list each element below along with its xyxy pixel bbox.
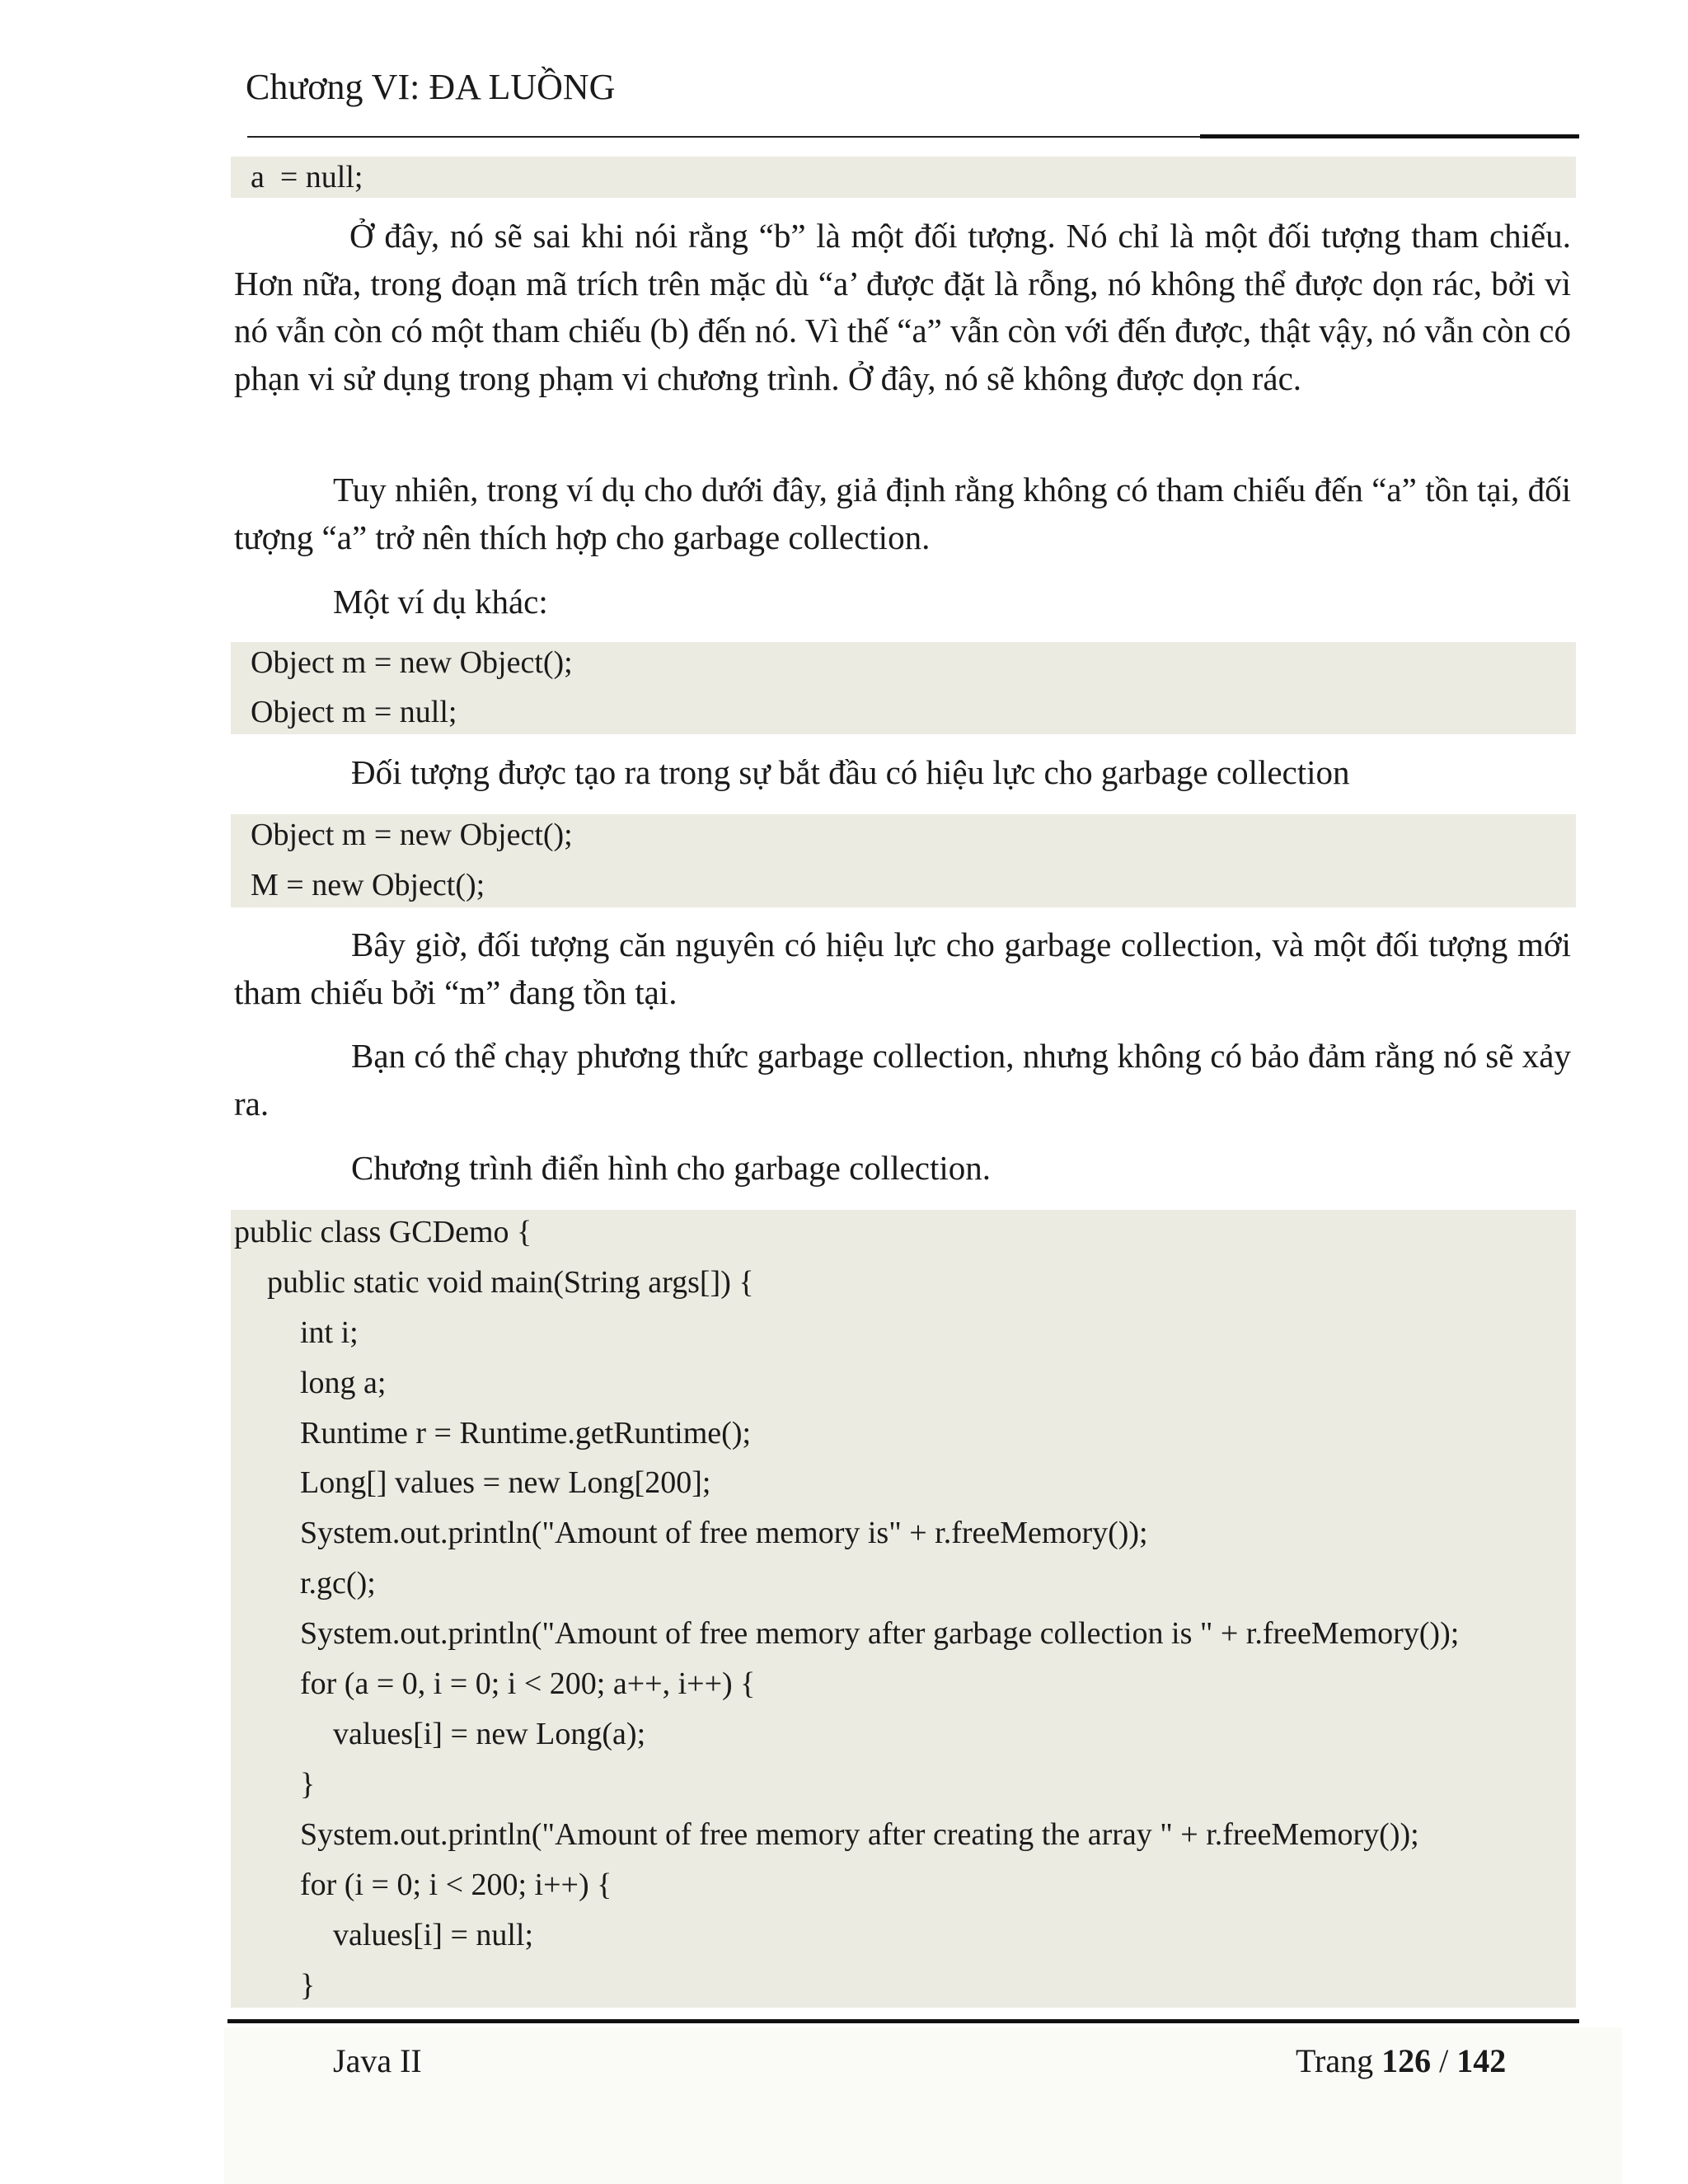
code-line: } — [300, 1968, 316, 2003]
code-line: System.out.println("Amount of free memory after garbage collection is " + r.freeMemory()); — [300, 1616, 1460, 1651]
code-line: for (a = 0, i = 0; i < 200; a++, i++) { — [300, 1666, 756, 1701]
code-line: System.out.println("Amount of free memory after creating the array " + r.freeMemory()); — [300, 1817, 1419, 1852]
code-line: M = new Object(); — [251, 868, 485, 902]
code-line: long a; — [300, 1366, 387, 1400]
code-line: values[i] = null; — [333, 1918, 534, 1952]
code-line: Object m = new Object(); — [251, 818, 573, 852]
paragraph: Bạn có thể chạy phương thức garbage collection, nhưng không có bảo đảm rằng nó sẽ xảy ra. — [234, 1037, 1571, 1122]
code-line: Object m = new Object(); — [251, 645, 573, 680]
chapter-title: Chương VI: ĐA LUỒNG — [246, 67, 616, 107]
header-divider — [247, 136, 1203, 138]
code-line: } — [300, 1767, 316, 1802]
code-block-1 — [231, 157, 1576, 198]
paragraph: Một ví dụ khác: — [333, 583, 548, 621]
code-line: r.gc(); — [300, 1566, 376, 1601]
page-total: 142 — [1456, 2042, 1507, 2079]
paragraph: Chương trình điển hình cho garbage collection. — [351, 1149, 992, 1187]
paragraph: Tuy nhiên, trong ví dụ cho dưới đây, giả định rằng không có tham chiếu đến “a” tồn tại, đối tượng “a” trở nên thích hợp cho garbage collection. — [234, 471, 1571, 556]
code-line: public static void main(String args[]) { — [267, 1265, 754, 1300]
code-line: Object m = null; — [251, 695, 457, 729]
paragraph: Đối tượng được tạo ra trong sự bắt đầu có hiệu lực cho garbage collection — [351, 753, 1350, 791]
code-line: System.out.println("Amount of free memory is" + r.freeMemory()); — [300, 1516, 1148, 1550]
page-label: Trang — [1296, 2042, 1374, 2079]
code-line: Runtime r = Runtime.getRuntime(); — [300, 1416, 752, 1451]
page-separator: / — [1439, 2042, 1449, 2079]
page-number — [1296, 2041, 1506, 2082]
code-line: int i; — [300, 1315, 359, 1350]
code-line: Long[] values = new Long[200]; — [300, 1465, 711, 1500]
footer-divider — [227, 2019, 1579, 2023]
paragraph: Bây giờ, đối tượng căn nguyên có hiệu lực cho garbage collection, và một đối tượng mới tham chiếu bởi “m” đang tồn tại. — [234, 926, 1571, 1011]
header-divider-accent — [1200, 134, 1579, 138]
course-name: Java II — [333, 2042, 422, 2079]
page-current: 126 — [1381, 2042, 1432, 2079]
code-line: values[i] = new Long(a); — [333, 1717, 646, 1751]
code-line: a = null; — [251, 160, 363, 194]
paragraph: Ở đây, nó sẽ sai khi nói rằng “b” là một đối tượng. Nó chỉ là một đối tượng tham chiếu. Hơn nữa, trong đoạn mã trích trên mặc dù “a’ được đặt là rỗng, nó không thể được dọn rác, bởi vì nó vẫn còn có một tham chiếu (b) đến nó. Vì thế “a” vẫn còn với đến được, thật vậy, nó vẫn còn có phạn vi sử dụng trong phạm vi chương trình. Ở đây, nó sẽ không được dọn rác. — [234, 217, 1571, 397]
code-line: public class GCDemo { — [234, 1215, 532, 1249]
code-line: for (i = 0; i < 200; i++) { — [300, 1868, 612, 1902]
